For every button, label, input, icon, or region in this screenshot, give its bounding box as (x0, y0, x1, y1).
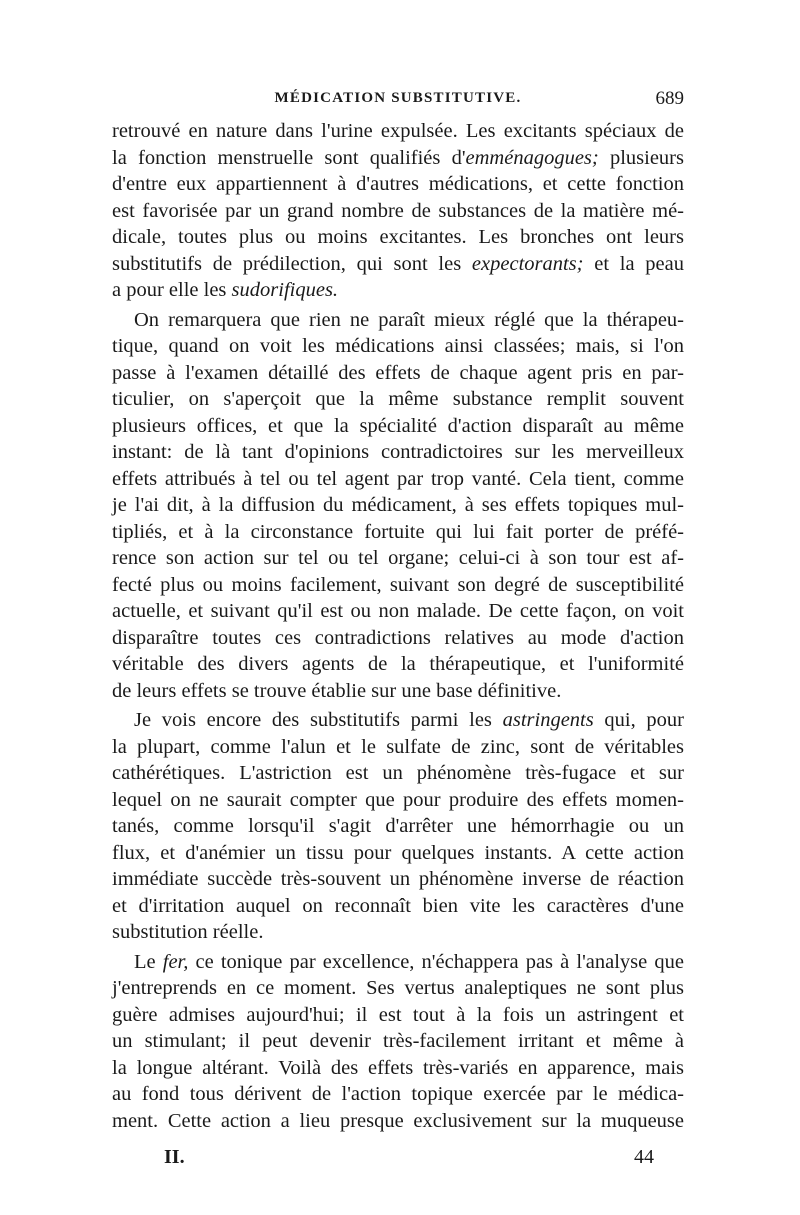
text-segment: ce tonique par excellence, n'échappera pas à l'analyse que (188, 950, 684, 973)
italic-term: sudorifiques. (231, 279, 339, 301)
text-line (112, 492, 684, 519)
text-segment: tanés, comme lorsqu'il s'agit d'arrêter une hémorrhagie ou un (112, 815, 684, 837)
text-line (112, 171, 684, 198)
text-segment: disparaître toutes ces contradictions relatives au mode d'action (112, 626, 684, 649)
running-head (112, 88, 684, 114)
text-line (112, 360, 684, 387)
text-line (112, 734, 684, 761)
text-segment: rence son action sur tel ou tel organe; celui-ci à son tour est af- (112, 547, 684, 569)
text-line (112, 307, 684, 334)
text-segment: lequel on ne saurait compter que pour produire des effets momen- (112, 788, 684, 811)
text-line (112, 277, 684, 304)
text-segment: retrouvé en nature dans l'urine expulsée. Les excitants spéciaux de (112, 120, 684, 142)
text-segment: passe à l'examen détaillé des effets de chaque agent pris en par- (112, 361, 684, 384)
text-segment: substitutifs de prédilection, qui sont les (112, 252, 472, 275)
text-line (112, 949, 684, 976)
italic-term: emménagogues; (465, 146, 599, 169)
text-line (112, 413, 684, 440)
text-line (112, 893, 684, 920)
text-line (112, 251, 684, 278)
text-segment: effets attribués à tel ou tel agent par trop vanté. Cela tient, comme (112, 467, 684, 490)
text-segment: immédiate succède très-souvent un phénomène inverse de réaction (112, 868, 684, 890)
text-segment: et d'irritation auquel on reconnaît bien vite les caractères d'une (112, 894, 684, 917)
text-line (112, 840, 684, 867)
text-line (112, 439, 684, 466)
text-line (112, 1108, 684, 1135)
text-segment: ticulier, on s'aperçoit que la même substance remplit souvent (112, 388, 684, 410)
text-line (112, 1002, 684, 1029)
page-number: 689 (655, 88, 684, 109)
text-segment: je l'ai dit, à la diffusion du médicament, à ses effets topiques mul- (112, 494, 684, 516)
text-segment: actuelle, et suivant qu'il est ou non malade. De cette façon, on voit (112, 600, 684, 622)
text-segment: On remarquera que rien ne paraît mieux réglé que la thérapeu- (134, 308, 684, 331)
text-line (112, 145, 684, 172)
text-segment: au fond tous dérivent de l'action topique exercée par le médica- (112, 1083, 684, 1105)
text-line (112, 386, 684, 413)
text-line (112, 1081, 684, 1108)
text-segment: fecté plus ou moins facilement, suivant son degré de susceptibilité (112, 573, 684, 596)
text-segment: la plupart, comme l'alun et le sulfate de zinc, sont de véritables (112, 735, 684, 758)
text-line (112, 707, 684, 734)
text-segment: flux, et d'anémier un tissu pour quelques instants. A cette action (112, 841, 684, 864)
running-title: MÉDICATION SUBSTITUTIVE. (274, 90, 522, 106)
text-line (112, 787, 684, 814)
text-segment: dicale, toutes plus ou moins excitantes. Les bronches ont leurs (112, 226, 684, 248)
text-line (112, 118, 684, 145)
text-segment: plusieurs (598, 146, 684, 169)
text-line (112, 519, 684, 546)
text-line (112, 678, 684, 705)
text-line (112, 572, 684, 599)
text-segment: d'entre eux appartiennent à d'autres médications, et cette fonction (112, 173, 684, 195)
text-segment: est favorisée par un grand nombre de substances de la matière mé- (112, 199, 684, 222)
italic-term: fer, (162, 950, 189, 973)
text-segment: j'entreprends en ce moment. Ses vertus analeptiques ne sont plus (112, 977, 684, 999)
text-segment: substitution réelle. (112, 921, 264, 943)
text-segment: plusieurs offices, et que la spécialité d'action disparaît au même (112, 414, 684, 437)
text-segment: tique, quand on voit les médications ainsi classées; mais, si l'on (112, 335, 684, 357)
body-text (112, 118, 684, 1134)
text-line (112, 975, 684, 1002)
text-line (112, 813, 684, 840)
text-segment: Je vois encore des substitutifs parmi les (134, 709, 503, 731)
text-segment: ment. Cette action a lieu presque exclusivement sur la muqueuse (112, 1109, 684, 1132)
text-line (112, 866, 684, 893)
text-segment: cathérétiques. L'astriction est un phénomène très-fugace et sur (112, 762, 684, 784)
text-line (112, 1028, 684, 1055)
text-segment: de leurs effets se trouve établie sur une base définitive. (112, 679, 562, 702)
text-line (112, 545, 684, 572)
text-line (112, 224, 684, 251)
text-segment: véritable des divers agents de la thérapeutique, et l'uniformité (112, 653, 684, 675)
text-segment: la fonction menstruelle sont qualifiés d' (112, 146, 466, 169)
volume-mark: II. (164, 1146, 185, 1168)
text-segment: tipliés, et à la circonstance fortuite qui lui fait porter de préfé- (112, 520, 684, 543)
text-line (112, 598, 684, 625)
text-segment: un stimulant; il peut devenir très-facilement irritant et même à (112, 1030, 684, 1052)
text-line (112, 333, 684, 360)
text-line (112, 760, 684, 787)
text-segment: instant: de là tant d'opinions contradictoires sur les merveilleux (112, 441, 684, 463)
text-segment: la longue altérant. Voilà des effets très-variés en apparence, mais (112, 1056, 684, 1079)
text-segment: a pour elle les (112, 279, 232, 301)
italic-term: astringents (502, 709, 594, 731)
page-footer (112, 1146, 684, 1172)
text-line (112, 1055, 684, 1082)
text-line (112, 466, 684, 493)
text-line (112, 198, 684, 225)
text-segment: et la peau (583, 252, 684, 275)
text-segment: guère admises aujourd'hui; il est tout à la fois un astringent et (112, 1003, 684, 1026)
signature-mark: 44 (634, 1146, 654, 1168)
text-segment: Le (134, 950, 163, 973)
text-segment: qui, pour (593, 709, 684, 731)
text-line (112, 919, 684, 946)
text-line (112, 625, 684, 652)
italic-term: expectorants; (471, 252, 584, 275)
text-line (112, 651, 684, 678)
